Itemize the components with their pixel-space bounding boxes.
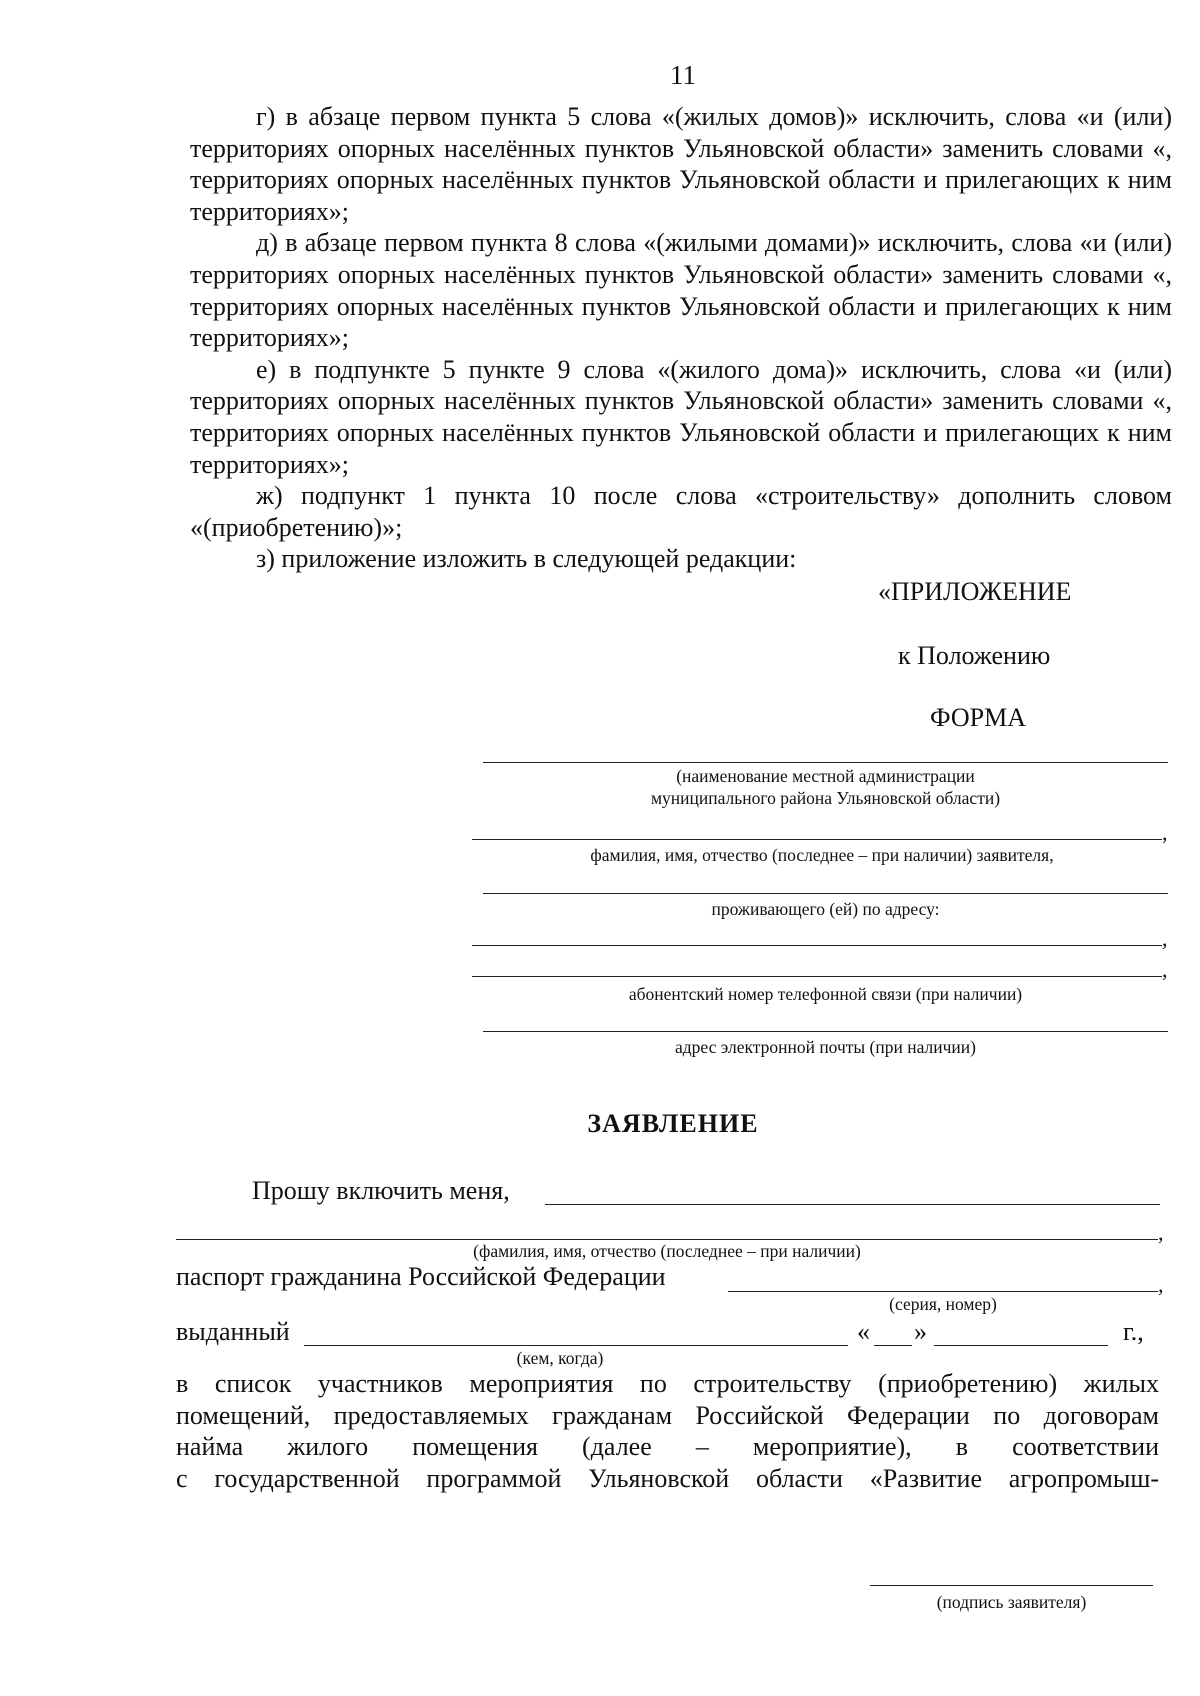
- applicant-name-line: [472, 839, 1162, 840]
- fio-caption: (фамилия, имя, отчество (последнее – при наличии): [473, 1241, 861, 1261]
- applicant-name-caption: фамилия, имя, отчество (последнее – при наличии) заявителя,: [590, 845, 1054, 865]
- body-line: помещений, предоставляемых гражданам Российской Федерации по договорам: [176, 1400, 1159, 1430]
- series-caption: (серия, номер): [889, 1294, 997, 1314]
- passport-label: паспорт гражданина Российской Федерации: [176, 1262, 666, 1291]
- signature-caption: (подпись заявителя): [936, 1592, 1087, 1612]
- phone-line: [483, 1031, 1168, 1032]
- application-body: [176, 1368, 1159, 1494]
- signature-line: [870, 1585, 1153, 1586]
- admin-caption-1: (наименование местной администрации: [676, 766, 975, 786]
- address-caption: проживающего (ей) по адресу:: [711, 899, 940, 919]
- issued-line: [304, 1345, 848, 1346]
- amendment-d: д) в абзаце первом пункта 8 слова «(жилыми домами)» исключить, слова «и (или) территориях опорных населённых пунктов Ульяновской области» заменить словами «, территориях опорных населённых пунктов Ульяновской области и прилегающих к ним территориях»;: [190, 228, 1172, 353]
- date-quote-open: «: [857, 1317, 870, 1346]
- address-line-1: [483, 893, 1168, 894]
- admin-name-line: [483, 762, 1168, 763]
- phone-caption: абонентский номер телефонной связи (при наличии): [628, 984, 1023, 1004]
- address-line-3: [472, 976, 1162, 977]
- application-title: ЗАЯВЛЕНИЕ: [587, 1109, 759, 1138]
- year-suffix: г.,: [1123, 1317, 1144, 1346]
- passport-line: [728, 1291, 1158, 1292]
- amendment-zh: ж) подпункт 1 пункта 10 после слова «строительству» дополнить словом «(приобретению)»;: [190, 481, 1172, 542]
- amendments-list: [190, 101, 1172, 575]
- appendix-heading: «ПРИЛОЖЕНИЕ: [878, 577, 1072, 606]
- page-number: 11: [670, 60, 696, 90]
- date-quote-close: »: [914, 1317, 927, 1346]
- document-page: 11 г) в абзаце первом пункта 5 слова «(жилых домов)» исключить, слова «и (или) территориях опорных населённых пунктов Ульяновской области» заменить словами «, территориях опорных населённых пунктов Ульяновской области и прилегающих к ним территориях»; д) в абзаце первом пункта 8 слова «(жилыми домами)» исключить, слова «и (или) территориях опорных населённых пунктов Ульяновской области» заменить словами «, территориях опорных населённых пунктов Ульяновской области и прилегающих к ним территориях»; е) в подпункте 5 пункте 9 слова «(жилого дома)» исключить, слова «и (или) территориях опорных населённых пунктов Ульяновской области» заменить словами «, территориях опорных населённых пунктов Ульяновской области и прилегающих к ним территориях»; ж) подпункт 1 пункта 10 после слова «строительству» дополнить словом «(приобретению)»; з) приложение изложить в следующей редакции: «ПРИЛОЖЕНИЕ к Положению ФОРМА (наименование местной администрации муниципального района Ульяновской области) , фамилия, имя, отчество (последнее – при наличии) заявителя, проживающего (ей) по адресу: , , абонентский номер телефонной связи (при наличии) адрес электронной почты (при наличии) ЗАЯВЛЕНИЕ Прошу включить меня, , (фамилия, имя, отчество (последнее – при наличии) паспорт гражданина Российской Федерации , (серия, номер) выданный « » г., (кем, когда) в список участников мероприятия по строительству (приобретению) жилых помещений, предоставляемых гражданам Российской Федерации по договорам найма жилого помещения (далее – мероприятие), в соответствии с государственной программой Ульяновской области «Развитие агропромыш- (подпись заявителя): [0, 0, 1200, 1696]
- issued-label: выданный: [176, 1317, 290, 1346]
- amendment-g: г) в абзаце первом пункта 5 слова «(жилых домов)» исключить, слова «и (или) территориях опорных населённых пунктов Ульяновской области» заменить словами «, территориях опорных населённых пунктов Ульяновской области и прилегающих к ним территориях»;: [190, 102, 1172, 226]
- date-month-line: [934, 1345, 1108, 1346]
- appendix-regulation: к Положению: [898, 641, 1051, 670]
- request-intro: Прошу включить меня,: [252, 1176, 510, 1205]
- amendment-e: е) в подпункте 5 пункте 9 слова «(жилого дома)» исключить, слова «и (или) территориях опорных населённых пунктов Ульяновской области» заменить словами «, территориях опорных населённых пунктов Ульяновской области и прилегающих к ним территориях»;: [190, 354, 1172, 479]
- body-line: найма жилого помещения (далее – мероприятие), в соответствии: [176, 1432, 1159, 1462]
- admin-caption-2: муниципального района Ульяновской области): [650, 788, 1001, 808]
- form-label: ФОРМА: [930, 703, 1026, 732]
- body-line: в список участников мероприятия по строительству (приобретению) жилых: [176, 1369, 1159, 1398]
- issued-caption: (кем, когда): [516, 1348, 604, 1368]
- amendment-z: з) приложение изложить в следующей редакции:: [256, 544, 797, 574]
- request-name-line: [545, 1204, 1160, 1205]
- address-line-2: [472, 945, 1162, 946]
- body-line: с государственной программой Ульяновской области «Развитие агропромыш-: [176, 1463, 1159, 1493]
- email-caption: адрес электронной почты (при наличии): [675, 1037, 976, 1057]
- date-day-line: [874, 1345, 912, 1346]
